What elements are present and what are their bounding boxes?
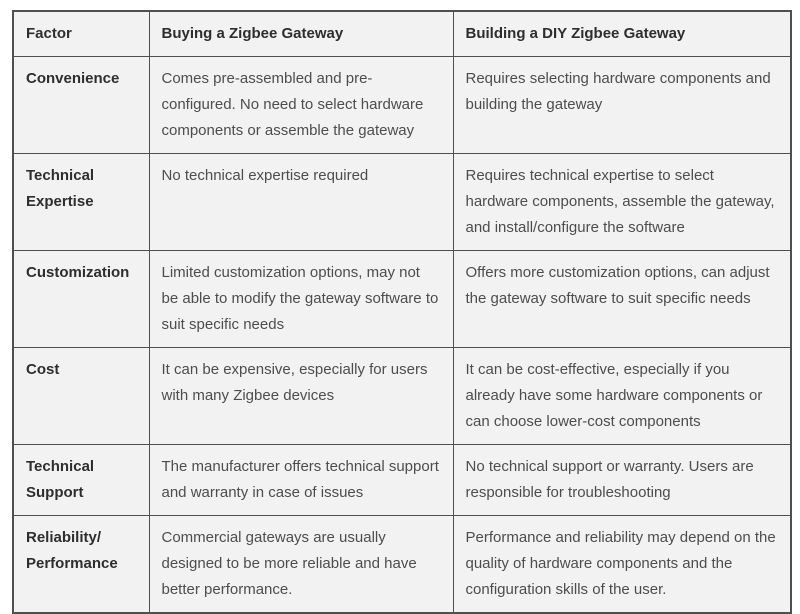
factor-cell: Customization — [13, 251, 149, 348]
buying-cell: Comes pre-assembled and pre-configured. No need to select hardware components or assemble the gateway — [149, 57, 453, 154]
buying-cell: Limited customization options, may not be able to modify the gateway software to suit specific needs — [149, 251, 453, 348]
table-row-convenience — [13, 57, 791, 154]
buying-cell: Commercial gateways are usually designed to be more reliable and have better performance. — [149, 516, 453, 614]
table-row-customization — [13, 251, 791, 348]
table-row-cost — [13, 348, 791, 445]
table-header-row — [13, 11, 791, 57]
buying-cell: No technical expertise required — [149, 154, 453, 251]
diy-cell: Performance and reliability may depend on the quality of hardware components and the configuration skills of the user. — [453, 516, 791, 614]
table-row-reliability-performance — [13, 516, 791, 614]
diy-cell: Requires selecting hardware components and building the gateway — [453, 57, 791, 154]
factor-cell: Cost — [13, 348, 149, 445]
column-header-buying: Buying a Zigbee Gateway — [149, 11, 453, 57]
factor-cell: Convenience — [13, 57, 149, 154]
factor-cell: Technical Support — [13, 445, 149, 516]
buying-cell: It can be expensive, especially for users with many Zigbee devices — [149, 348, 453, 445]
diy-cell: Requires technical expertise to select hardware components, assemble the gateway, and install/configure the software — [453, 154, 791, 251]
zigbee-gateway-comparison-table — [12, 10, 792, 614]
column-header-diy: Building a DIY Zigbee Gateway — [453, 11, 791, 57]
table-row-technical-expertise — [13, 154, 791, 251]
column-header-factor: Factor — [13, 11, 149, 57]
table-row-technical-support — [13, 445, 791, 516]
factor-cell: Technical Expertise — [13, 154, 149, 251]
diy-cell: Offers more customization options, can adjust the gateway software to suit specific needs — [453, 251, 791, 348]
diy-cell: It can be cost-effective, especially if you already have some hardware components or can choose lower-cost components — [453, 348, 791, 445]
buying-cell: The manufacturer offers technical support and warranty in case of issues — [149, 445, 453, 516]
diy-cell: No technical support or warranty. Users are responsible for troubleshooting — [453, 445, 791, 516]
factor-cell: Reliability/ Performance — [13, 516, 149, 614]
comparison-table-container — [12, 10, 792, 614]
